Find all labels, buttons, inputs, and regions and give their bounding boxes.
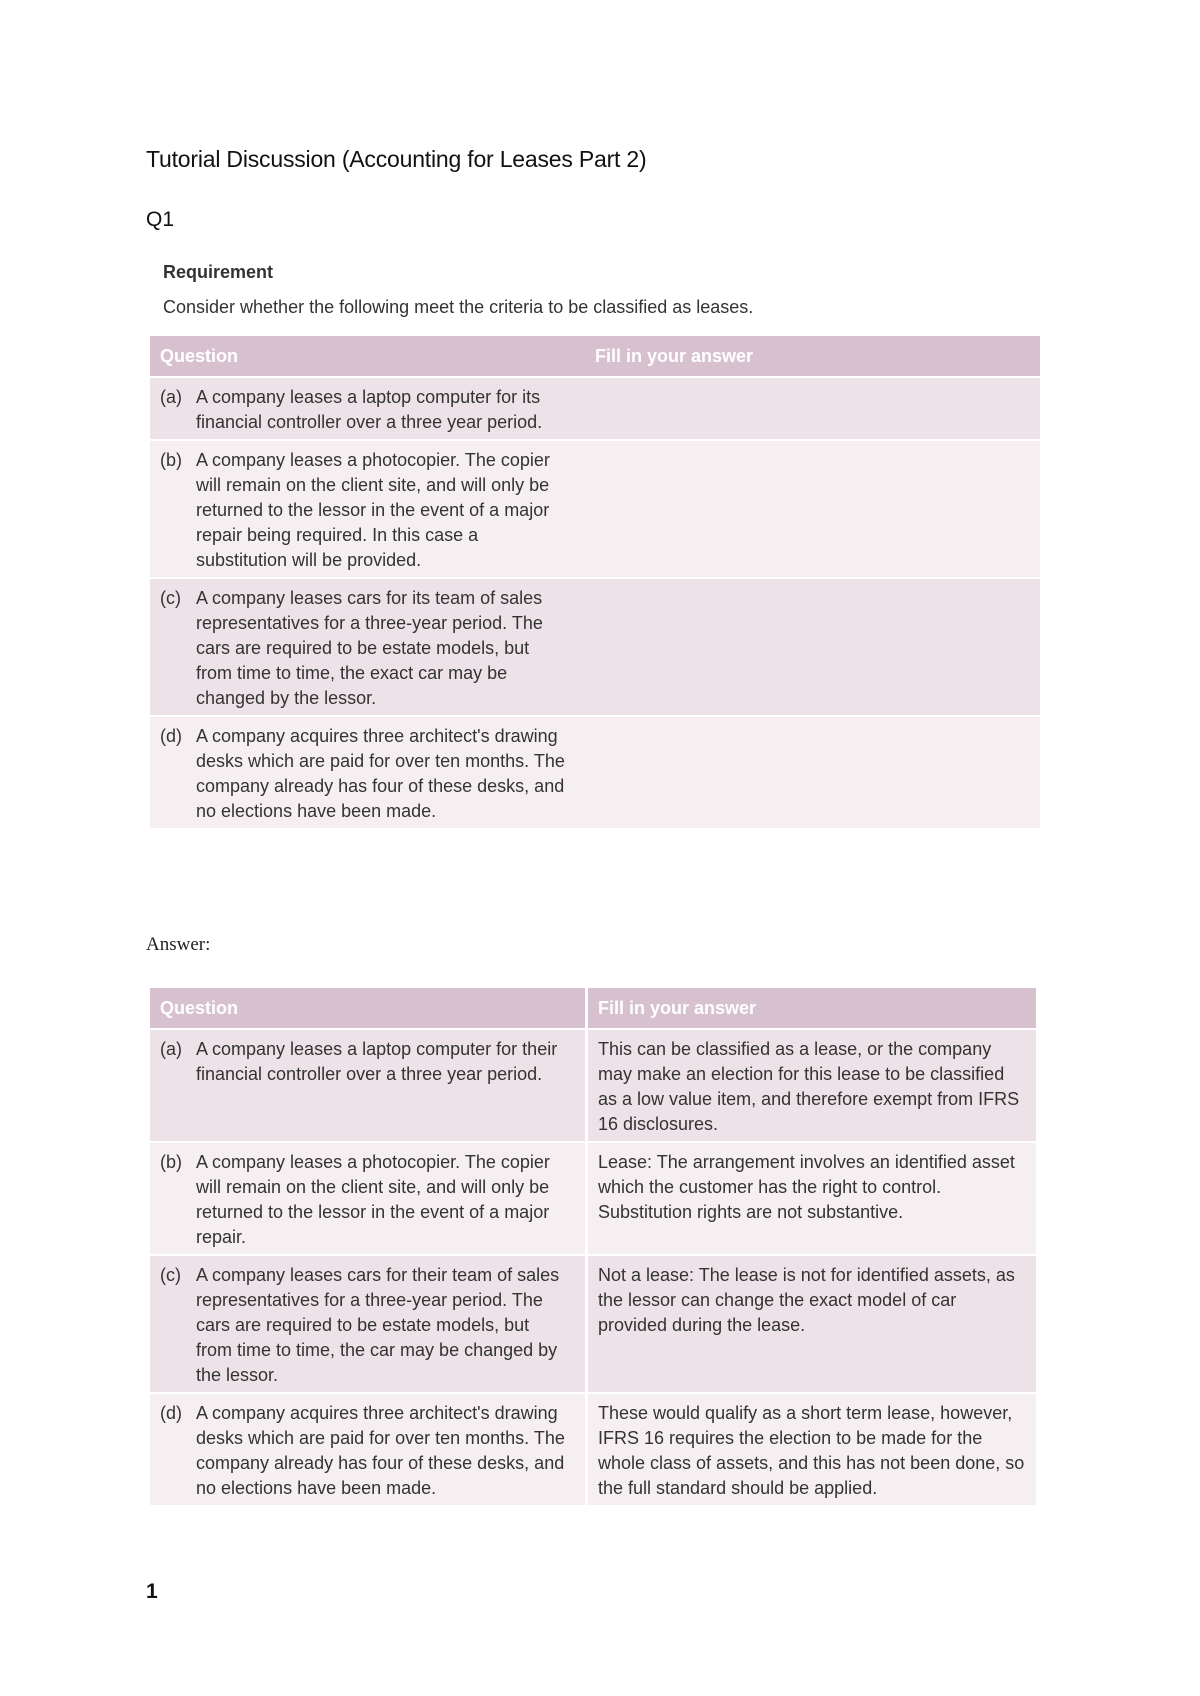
question-text: A company leases a photocopier. The copier will remain on the client site, and will only be returned to the lessor in the event of a major repair being required. In this case a substitution will be provided. [196, 450, 550, 570]
question-text: A company acquires three architect's drawing desks which are paid for over ten months. The company already has four of these desks, and no elections have been made. [196, 1403, 565, 1498]
question-letter: (b) [160, 450, 182, 470]
table-row [150, 1394, 1036, 1507]
question-table [150, 336, 1040, 830]
answer-cell: Not a lease: The lease is not for identified assets, as the lessor can change the exact model of car provided during the lease. [588, 1256, 1036, 1394]
question-cell [150, 1030, 588, 1143]
table-row [150, 378, 1040, 441]
answer-column-header: Fill in your answer [588, 988, 1036, 1030]
table-row [150, 1030, 1036, 1143]
page-title: Tutorial Discussion (Accounting for Leases Part 2) [146, 146, 647, 172]
question-text: A company leases a laptop computer for its financial controller over a three year period. [196, 387, 543, 432]
question-cell [150, 441, 585, 579]
question-letter: (c) [160, 588, 181, 608]
question-number: Q1 [146, 208, 175, 231]
question-letter: (d) [160, 1403, 182, 1423]
question-text: A company leases cars for its team of sales representatives for a three-year period. The cars are required to be estate models, but from time to time, the exact car may be changed by the lessor. [196, 588, 543, 708]
requirement-heading: Requirement [163, 262, 274, 282]
answer-cell: Lease: The arrangement involves an identified asset which the customer has the right to control. Substitution rights are not substantive. [588, 1143, 1036, 1256]
answer-cell: These would qualify as a short term lease, however, IFRS 16 requires the election to be made for the whole class of assets, and this has not been done, so the full standard should be applied. [588, 1394, 1036, 1507]
table-row [150, 717, 1040, 830]
answer-table-header [150, 988, 1036, 1030]
table-row [150, 579, 1040, 717]
question-letter: (a) [160, 1039, 182, 1059]
question-letter: (d) [160, 726, 182, 746]
page-number: 1 [146, 1580, 158, 1603]
question-cell [150, 1143, 588, 1256]
question-column-header: Question [150, 988, 588, 1030]
question-letter: (a) [160, 387, 182, 407]
question-cell [150, 1256, 588, 1394]
answer-cell: This can be classified as a lease, or the company may make an election for this lease to be classified as a low value item, and therefore exempt from IFRS 16 disclosures. [588, 1030, 1036, 1143]
question-column-header: Question [150, 336, 585, 378]
question-text: A company leases a photocopier. The copier will remain on the client site, and will only be returned to the lessor in the event of a major repair. [196, 1152, 550, 1247]
requirement-section [163, 262, 1043, 318]
answer-cell[interactable] [585, 378, 1040, 441]
answer-column-header: Fill in your answer [585, 336, 1040, 378]
answer-table [150, 988, 1036, 1507]
table-row [150, 1256, 1036, 1394]
answer-cell[interactable] [585, 441, 1040, 579]
requirement-instruction: Consider whether the following meet the criteria to be classified as leases. [163, 297, 754, 317]
question-text: A company leases a laptop computer for their financial controller over a three year period. [196, 1039, 558, 1084]
answer-label: Answer: [146, 934, 211, 955]
question-letter: (b) [160, 1152, 182, 1172]
question-cell [150, 378, 585, 441]
question-cell [150, 717, 585, 830]
answer-cell[interactable] [585, 717, 1040, 830]
question-letter: (c) [160, 1265, 181, 1285]
answer-cell[interactable] [585, 579, 1040, 717]
question-text: A company leases cars for their team of sales representatives for a three-year period. The cars are required to be estate models, but from time to time, the car may be changed by the lessor. [196, 1265, 560, 1385]
question-cell [150, 1394, 588, 1507]
question-cell [150, 579, 585, 717]
question-table-header [150, 336, 1040, 378]
table-row [150, 441, 1040, 579]
question-text: A company acquires three architect's drawing desks which are paid for over ten months. The company already has four of these desks, and no elections have been made. [196, 726, 565, 821]
table-row [150, 1143, 1036, 1256]
